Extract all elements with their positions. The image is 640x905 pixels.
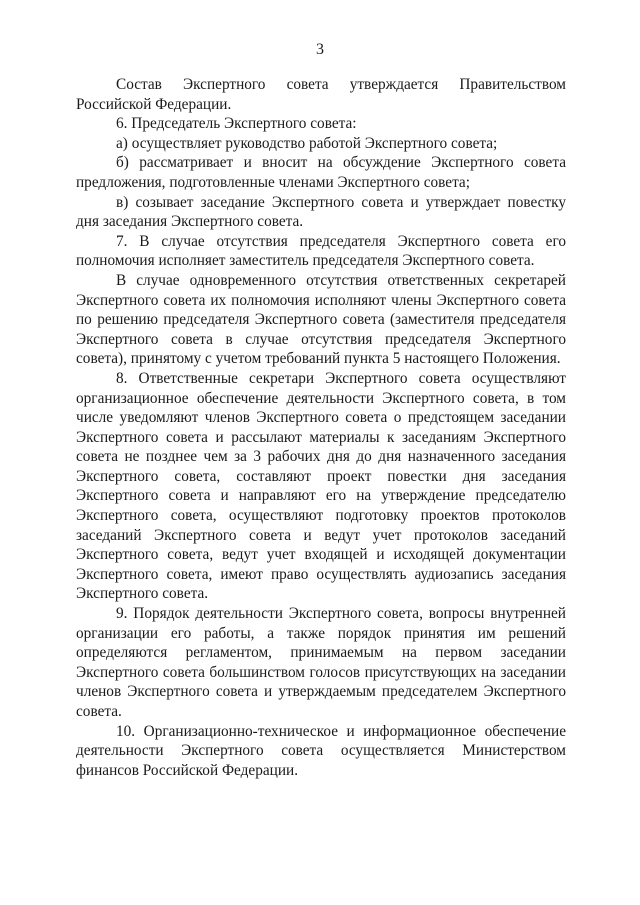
paragraph-item-10: 10. Организационно-техническое и информационное обеспечение деятельности Экспертного совета осуществляется Министерством финансов Российской Федерации. — [76, 722, 566, 779]
paragraph-council-composition: Состав Экспертного совета утверждается Правительством Российской Федерации. — [76, 76, 566, 113]
page-number: 3 — [316, 41, 324, 58]
paragraph-item-7-continued: В случае одновременного отсутствия ответственных секретарей Экспертного совета их полномочия исполняют члены Экспертного совета по решению председателя Экспертного совета (заместителя председателя Экспертного совета в случае отсутствия председателя Экспертного совета), принятому с учетом требований пункта 5 настоящего Положения. — [76, 271, 566, 368]
document-body — [76, 75, 566, 780]
paragraph-item-6-chairman: 6. Председатель Экспертного совета: — [116, 115, 357, 133]
paragraph-item-8: 8. Ответственные секретари Экспертного совета осуществляют организационное обеспечение деятельности Экспертного совета, в том числе уведомляют членов Экспертного совета о предстоящем заседании Экспертного совета и рассылают материалы к заседаниям Экспертного совета не позднее чем за 3 рабочих дня до дня назначенного заседания Экспертного совета, составляют проект повестки дня заседания Экспертного совета и направляют его на утверждение председателю Экспертного совета, осуществляют подготовку проектов протоколов заседаний Экспертного совета и ведут учет протоколов заседаний Экспертного совета, ведут учет входящей и исходящей документации Экспертного совета, имеют право осуществлять аудиозапись заседания Экспертного совета. — [76, 369, 566, 603]
paragraph-item-7: 7. В случае отсутствия председателя Экспертного совета его полномочия исполняет заместитель председателя Экспертного совета. — [76, 232, 566, 270]
paragraph-item-6c: в) созывает заседание Экспертного совета и утверждает повестку дня заседания Экспертного совета. — [76, 193, 566, 231]
paragraph-item-6b: б) рассматривает и вносит на обсуждение Экспертного совета предложения, подготовленные членами Экспертного совета; — [76, 154, 566, 191]
paragraph-item-6a: а) осуществляет руководство работой Экспертного совета; — [116, 134, 498, 152]
paragraph-item-9: 9. Порядок деятельности Экспертного совета, вопросы внутренней организации его работы, а также порядок принятия им решений определяются регламентом, принимаемым на первом заседании Экспертного совета большинством голосов присутствующих на заседании членов Экспертного совета и утверждаемым председателем Экспертного совета. — [76, 605, 566, 720]
